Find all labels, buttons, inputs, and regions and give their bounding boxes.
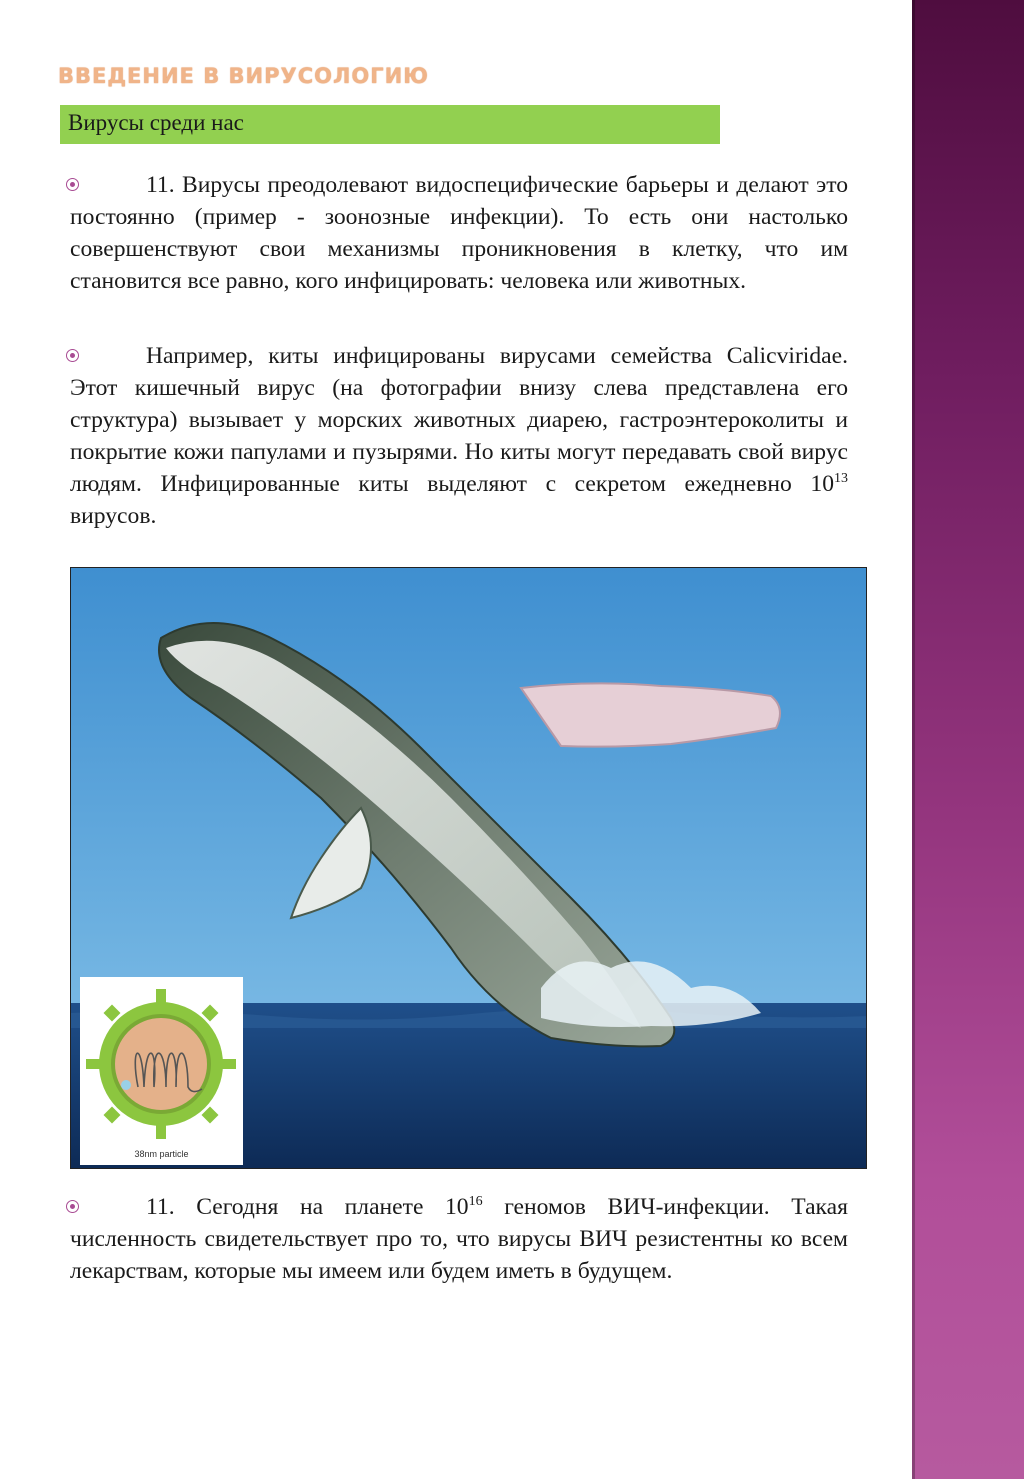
paragraph-1-text: Вирусы преодолевают видоспецифические барьеры и делают это постоянно (пример - зоонозные инфекции). То есть они настолько совершенствуют свои механизмы проникновения в клетку, что им становится все равно, кого инфицировать: человека или животных.	[70, 172, 848, 294]
whale-photo	[70, 567, 867, 1169]
paragraph-3-lead: 11.	[146, 1194, 175, 1220]
paragraph-3-text-end: геномов ВИЧ-инфекции. Такая численность свидетельствует про то, что вирусы ВИЧ резистентны ко всем лекарствам, которые мы имеем или будем иметь в будущем.	[70, 1194, 848, 1284]
section-heading-label: Вирусы среди нас	[68, 110, 244, 135]
paragraph-3	[70, 1191, 848, 1287]
page-title: ВВЕДЕНИЕ В ВИРУСОЛОГИЮ	[58, 64, 429, 88]
paragraph-3-text: Сегодня на планете 10	[174, 1194, 469, 1220]
section-heading	[60, 105, 720, 144]
paragraph-2-lead: Например,	[146, 343, 254, 369]
virus-diagram	[80, 977, 243, 1165]
decorative-side-band	[912, 0, 1024, 1479]
paragraph-2-text: киты инфицированы вирусами семейства Calicviridae. Этот кишечный вирус (на фотографии внизу слева представлена его структура) вызывает у морских животных диарею, гастроэнтероколиты и покрытие кожи папулами и пузырями. Но киты могут передавать свой вирус людям. Инфицированные киты выделяют с секретом ежедневно 10	[70, 343, 848, 497]
paragraph-1-lead: 11.	[146, 172, 175, 198]
exponent: 16	[468, 1194, 483, 1209]
inset-caption: 38nm particle	[134, 1149, 189, 1159]
paragraph-2	[70, 340, 848, 532]
exponent: 13	[834, 471, 848, 486]
virus-structure-inset	[80, 977, 243, 1165]
paragraph-2-text-end: вирусов.	[70, 503, 157, 529]
paragraph-1	[70, 169, 848, 297]
